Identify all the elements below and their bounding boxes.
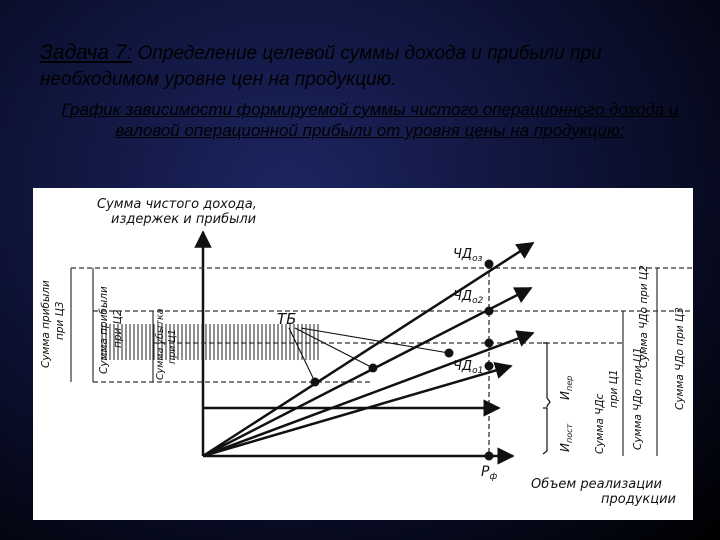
left-label-1a: Сумма прибыли: [40, 280, 52, 368]
loss-hatch-area: [101, 324, 319, 360]
chart-figure: [33, 188, 693, 520]
right-label-4: Сумма ЧДо при Ц3: [674, 307, 686, 410]
right-label-1b: при Ц1: [608, 369, 620, 408]
ipost-brace: [543, 408, 547, 454]
label-chd-o3: $ЧД_{оз}$: [453, 247, 483, 264]
point-pf-c1: [485, 339, 494, 348]
point-pf-vc: [485, 362, 494, 371]
x-axis-label-1: Объем реализации: [531, 477, 662, 492]
point-pf-c3: [485, 260, 494, 269]
ipost-label: $И_{пост}$: [558, 423, 574, 452]
x-axis-label-2: продукции: [601, 492, 676, 507]
slide-title-block: [40, 40, 700, 141]
y-axis-label-2: издержек и прибыли: [111, 212, 257, 227]
left-label-2b: при Ц2: [112, 309, 124, 348]
task-text: Определение целевой суммы дохода и прибыли при необходимом уровне цен на продукцию.: [40, 43, 602, 90]
point-pf-axis: [485, 452, 494, 461]
task-heading: [40, 40, 700, 93]
pf-label: $Р_ф$: [481, 464, 498, 482]
ray-variable-cost: [203, 366, 511, 456]
right-label-3: Сумма ЧДо при Ц2: [638, 265, 650, 368]
left-label-3a: Сумма убытка: [155, 308, 166, 380]
left-label-3b: при Ц1: [167, 329, 178, 364]
slide-subtitle: График зависимости формируемой суммы чистого операционного дохода и валовой операционной прибыли от уровня цены на продукцию:: [61, 100, 679, 140]
ipr-brace: [543, 343, 550, 407]
right-label-2: Сумма ЧДо при Ц1: [632, 347, 644, 450]
left-label-1b: при Ц3: [54, 301, 66, 340]
left-label-2a: Сумма прибыли: [98, 286, 110, 374]
label-chd-o1: $ЧД_{о1}$: [453, 359, 484, 376]
tb-label: ТБ: [277, 310, 297, 328]
point-pf-c2: [485, 307, 494, 316]
task-label: Задача 7:: [40, 41, 133, 64]
label-chd-o2: $ЧД_{о2}$: [453, 289, 484, 306]
ipr-label: $И_{пер}$: [558, 375, 574, 400]
right-label-1a: Сумма ЧДс: [594, 393, 606, 454]
y-axis-label-1: Сумма чистого дохода,: [97, 197, 257, 212]
chart-svg: [33, 188, 693, 520]
